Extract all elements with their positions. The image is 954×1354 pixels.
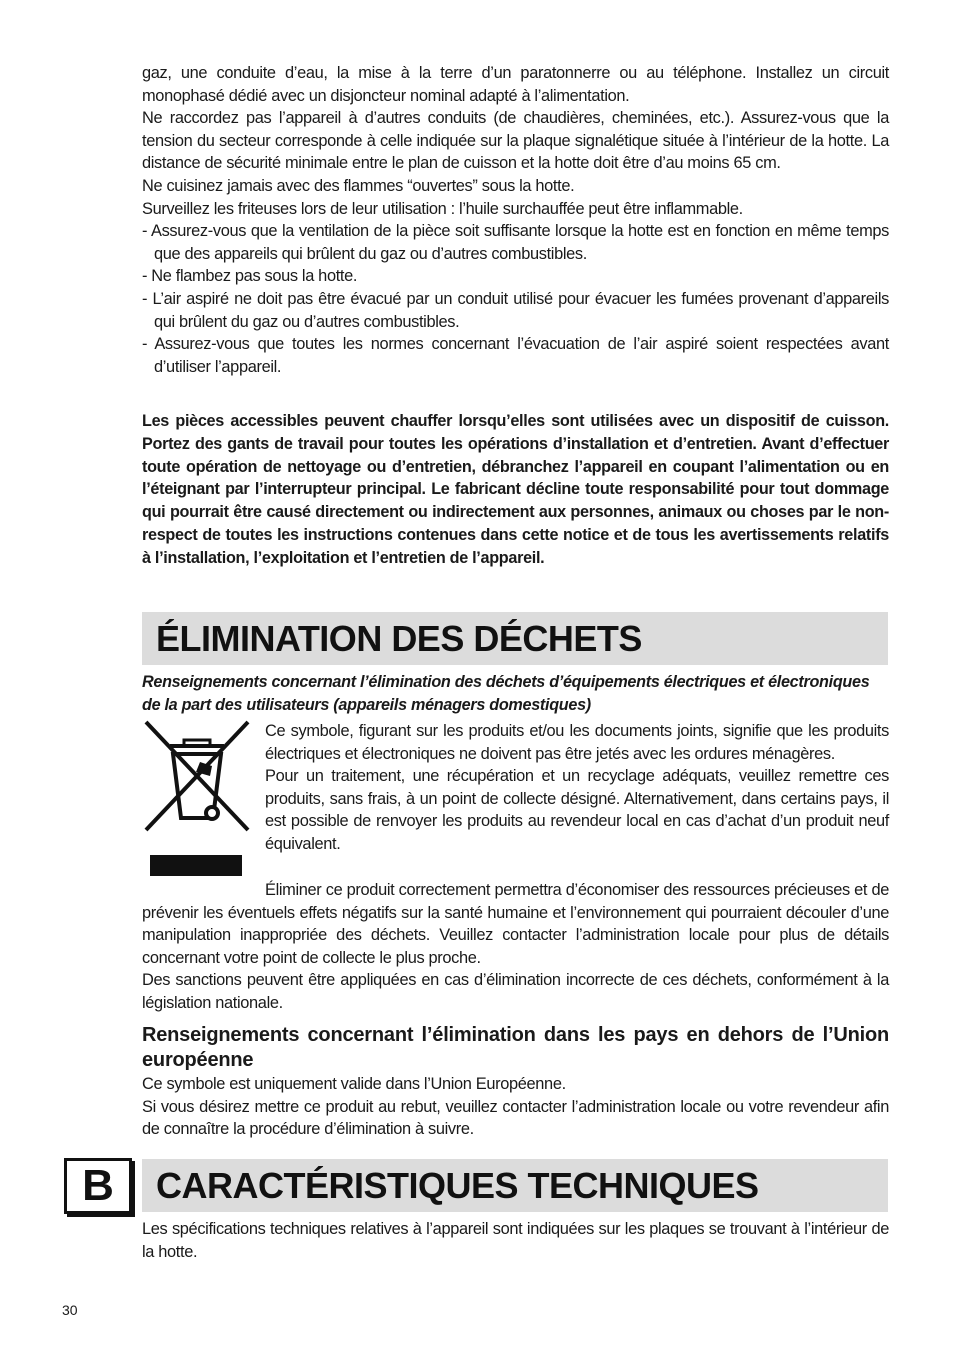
- non-eu-block: [142, 1023, 889, 1141]
- section-banner-waste: [142, 612, 888, 665]
- bullet-item: - Assurez-vous que toutes les normes concernant l’évacuation de l’air aspiré soient respectées avant d’utiliser l’appareil.: [142, 335, 889, 376]
- non-eu-subheading: Renseignements concernant l’élimination dans les pays en dehors de l’Union européenne: [142, 1024, 889, 1071]
- section-title-waste: ÉLIMINATION DES DÉCHETS: [156, 618, 642, 659]
- bullet-item: - Assurez-vous que la ventilation de la pièce soit suffisante lorsque la hotte est en fonction en même temps que des appareils qui brûlent du gaz ou d’autres combustibles.: [142, 222, 889, 263]
- bullet-item: - Ne flambez pas sous la hotte.: [142, 267, 358, 286]
- waste-body-block: [142, 879, 889, 1015]
- crossed-out-wheelie-bin-icon: [140, 716, 254, 878]
- intro-text-block: [142, 62, 889, 378]
- specs-paragraph: Les spécifications techniques relatives à l’appareil sont indiquées sur les plaques se trouvant à l’intérieur de la hotte.: [142, 1220, 889, 1261]
- waste-intro-text: Renseignements concernant l’élimination des déchets d’équipements électriques et électroniques de la part des utilisateurs (appareils ménagers domestiques): [142, 673, 870, 714]
- sanctions-paragraph: Des sanctions peuvent être appliquées en cas d’élimination incorrecte de ces déchets, conformément à la législation nationale.: [142, 971, 889, 1012]
- warning-text: Les pièces accessibles peuvent chauffer lorsqu’elles sont utilisées avec un dispositif de cuisson. Portez des gants de travail pour toutes les opérations d’installation et d’entretien. Avant d’effectuer toute opération de nettoyage ou d’entretien, débranchez l’appareil en coupant l’alimentation ou en l’éteignant par l’interrupteur principal. Le fabricant décline toute responsabilité pour tout dommage qui pourrait être causé directement ou indirectement aux personnes, animaux ou choses par le non-respect de toutes les instructions contenues dans cette notice et de tous les avertissements relatifs à l’installation, l’exploitation et l’entretien de l’appareil.: [142, 412, 889, 567]
- page-number: 30: [62, 1302, 78, 1318]
- symbol-paragraph: Pour un traitement, une récupération et un recyclage adéquats, veuillez remettre ces produits, sans frais, à un point de collecte désigné. Alternativement, dans certains pays, il est possible de renvoyer les produits au revendeur local en cas d’achat d’un produit neuf équivalent.: [265, 767, 889, 853]
- wrap-paragraph: Éliminer ce produit correctement permettra d’économiser des ressources précieuses et de prévenir les éventuels effets négatifs sur la santé humaine et l’environnement qui pourraient découler d’une manipulation inappropriée des déchets. Veuillez contacter l’administration locale pour plus de détails concernant votre point de collecte le plus proche.: [142, 881, 889, 967]
- warning-block: [142, 410, 889, 570]
- section-marker-b: B: [64, 1158, 132, 1214]
- symbol-paragraph: Ce symbole, figurant sur les produits et/ou les documents joints, signifie que les produits électriques et électroniques ne doivent pas être jetés avec les ordures ménagères.: [265, 722, 889, 763]
- symbol-text-block: [265, 720, 889, 856]
- intro-paragraph: Ne cuisinez jamais avec des flammes “ouvertes” sous la hotte.: [142, 176, 575, 195]
- section-title-specs: CARACTÉRISTIQUES TECHNIQUES: [156, 1165, 759, 1206]
- specs-block: [142, 1218, 889, 1263]
- bullet-item: - L’air aspiré ne doit pas être évacué par un conduit utilisé pour évacuer les fumées provenant d’appareils qui brûlent du gaz ou d’autres combustibles.: [142, 289, 889, 331]
- non-eu-paragraph: Si vous désirez mettre ce produit au rebut, veuillez contacter l’administration locale ou votre revendeur afin de connaître la procédure d’élimination à suivre.: [142, 1097, 889, 1139]
- section-banner-specs: [142, 1159, 888, 1212]
- intro-paragraph: Surveillez les friteuses lors de leur utilisation : l’huile surchauffée peut être inflammable.: [142, 199, 743, 218]
- non-eu-paragraph: Ce symbole est uniquement valide dans l’Union Européenne.: [142, 1075, 566, 1093]
- intro-paragraph: Ne raccordez pas l’appareil à d’autres conduits (de chaudières, cheminées, etc.). Assurez-vous que la tension du secteur corresponde à celle indiquée sur la plaque signalétique située à l’intérieur de la hotte. La distance de sécurité minimale entre le plan de cuisson et la hotte doit être d’au moins 65 cm.: [142, 109, 889, 173]
- waste-intro: [142, 671, 889, 717]
- intro-paragraph: gaz, une conduite d’eau, la mise à la terre d’un paratonnerre ou au téléphone. Installez un circuit monophasé dédié avec un disjoncteur nominal adapté à l’alimentation.: [142, 64, 889, 105]
